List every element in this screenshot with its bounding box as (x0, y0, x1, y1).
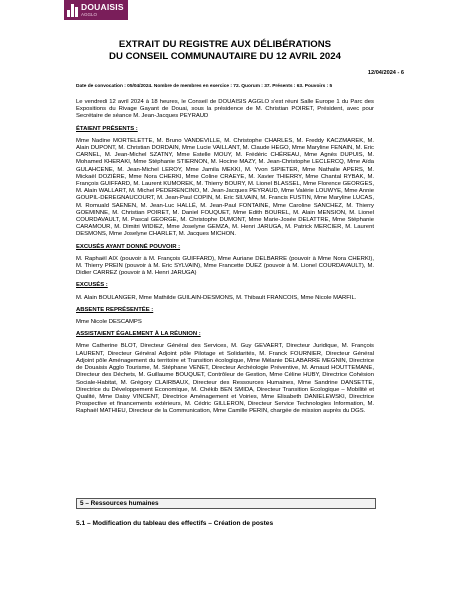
subsection-heading: 5.1 – Modification du tableau des effectifs – Création de postes (76, 520, 274, 527)
logo-sub: AGGLO (81, 11, 98, 17)
intro-paragraph: Le vendredi 12 avril 2024 à 18 heures, le Conseil de DOUAISIS AGGLO s'est réuni Salle Europe 1 du Parc des Expositions du Rivage Gayant de Douai, sous la présidence de M. Christian POIRET, Président, avec pour Secrétaire de séance M. Jean-Jacques PEYRAUD (76, 99, 374, 120)
presents-list: Mme Nadine MORTELETTE, M. Bruno VANDEVILLE, M. Christophe CHARLES, M. Freddy KACZMAREK, M. Alain DUPONT, M. Christian DORDAIN, Mme Lucie VAILLANT, M. Claude HEGO, Mme Maryline FENAIN, M. Eric CARNEL, M. Jean-Michel SZATNY, Mme Estelle MOUY, M. Frédéric CHÉREAU, Mme Agnès DUPUIS, M. Mohamed KHERAKI, Mme Stéphanie STIERNON, M. Hocine MAZY, M. Jean-Christophe LECLERCQ, Mme Aïda GULAHCENE, M. Jean-Michel LEROY, Mme Jamila MEKKI, M. Yvon SIPIETER, Mme Nathalie APERS, M. Mickaël DOZIÈRE, Mme Nora CHERKI, Mme Coline CRAEYE, M. Xavier THIERRY, Mme Chantal RYBAK, M. François GUIFFARD, M. Laurent KUMOREK, M. Thierry BOURY, M. Lionel BLASSEL, Mme Florence GEORGES, M. Alain WALLART, M. Michel PEDERENCINO, M. Jean-Jacques PEYRAUD, Mme Valérie LOUWYE, Mme Annie GOUPIL-DEREGNAUCOURT, M. Jean-Paul COPIN, M. Eric SILVAIN, M. Francis FUSTIN, Mme Maryline LUCAS, M. Romuald SAENEN, M. Jean-Luc HALLÉ, M. Jean-Paul FONTAINE, Mme Caroline SANCHEZ, M. Thierry GOEMINNE, M. Christian POIRET, M. Daniel FOUQUET, Mme Edith BOUREL, M. Alain MENSION, M. Lionel COURDAVAULT, M. Pascal GEORGE, M. Christophe DUMONT, Mme Marie-Josée DELATTRE, Mme Stéphanie CARAMOUR, M. Dimitri WIDIEZ, Mme Joselyne GEMZA, M. Henri JARUGA, M. Patrick MERCIER, M. Laurent DESMONS, Mme Joselyne CHARLET, M. Jacques MICHON. (76, 137, 374, 238)
assistaient-list: Mme Catherine BLOT, Directeur Général des Services, M. Guy GEVAERT, Directeur Juridique, M. François LAURENT, Directeur Général Adjoint pôle Pilotage et Solidarités, M. Franck FOURNIER, Directeur Général Adjoint pôle Aménagement du territoire et Transition écologique, Mme Mélanie DELABARRE MEGNIN, Directrice de Douaisis Agglo Tourisme, M. Stéphane VENET, Directeur Archéologie Préventive, M. Arnaud HOUTTEMANE, Directeur des Déchets, M. Guillaume BOUQUET, Contrôleur de Gestion, Mme Céline HUBY, Directrice Cohésion Sociale-Habitat, M. Grégory CLAIRBAUX, Directeur des Ressources Humaines, Mme Sandrine DANSETTE, Directrice du Développement Economique, M. Chékib BEN SMIDA, Directeur Transition Ecologique – Mobilité et Qualité, Mme Daisy VINCENT, Directrice Aménagement et Voiries, Mme Elisabeth DANIELEWSKI, Directrice Prospective et financements extérieurs, M. Cédric GILLERON, Directeur Service Technologies Information, M. Raphaël MATHIEU, Directeur de la Communication, Mme Camille PERIN, chargée de mission auprès du DGS. (76, 343, 374, 415)
excuses-pouvoir-block (76, 244, 374, 278)
session-meta: Date de convocation : 05/04/2024. Nombre de membres en exercice : 72. Quorum : 37. Présents : 63. Pouvoirs : 5 (76, 84, 333, 89)
title-line-2: DU CONSEIL COMMUNAUTAIRE DU 12 AVRIL 2024 (109, 51, 341, 62)
presents-title: ÉTAIENT PRÉSENTS : (76, 125, 138, 132)
absente-list: Mme Nicole DESCAMPS (76, 319, 142, 326)
excuses-title: EXCUSÉS : (76, 282, 108, 289)
document-body (76, 99, 374, 421)
assistaient-title: ASSISTAIENT ÉGALEMENT À LA RÉUNION : (76, 331, 201, 338)
assistaient-block (76, 331, 374, 415)
title-line-1: EXTRAIT DU REGISTRE AUX DÉLIBÉRATIONS (118, 39, 332, 50)
excuses-pouvoir-title: EXCUSÉS AYANT DONNÉ POUVOIR : (76, 243, 181, 250)
section-heading: 5 – Ressources humaines (76, 498, 376, 509)
logo-bars-icon (67, 4, 78, 17)
excuses-block (76, 282, 374, 301)
deliberation-reference: 12/04/2024 - 6 (367, 70, 404, 76)
document-title (70, 39, 380, 63)
logo-name: DOUAISIS (81, 2, 124, 12)
douaisis-agglo-logo (64, 0, 128, 20)
excuses-list: M. Alain BOULANGER, Mme Mathilde GUILAIN-DESMONS, M. Thibault FRANCOIS, Mme Nicole MARFIL. (76, 294, 357, 301)
absente-title: ABSENTE REPRÉSENTÉE : (76, 306, 154, 313)
absente-block (76, 307, 374, 326)
presents-block (76, 126, 374, 239)
excuses-pouvoir-list: M. Raphaël AIX (pouvoir à M. François GUIFFARD), Mme Auriane DELBARRE (pouvoir à Mme Nora CHERKI), M. Thierry PREIN (pouvoir à M. Eric SYLVAIN), Mme Francette DUEZ (pouvoir à M. Lionel COURDAVAULT), M. Didier CARREZ (pouvoir à M. Henri JARUGA) (76, 255, 374, 277)
